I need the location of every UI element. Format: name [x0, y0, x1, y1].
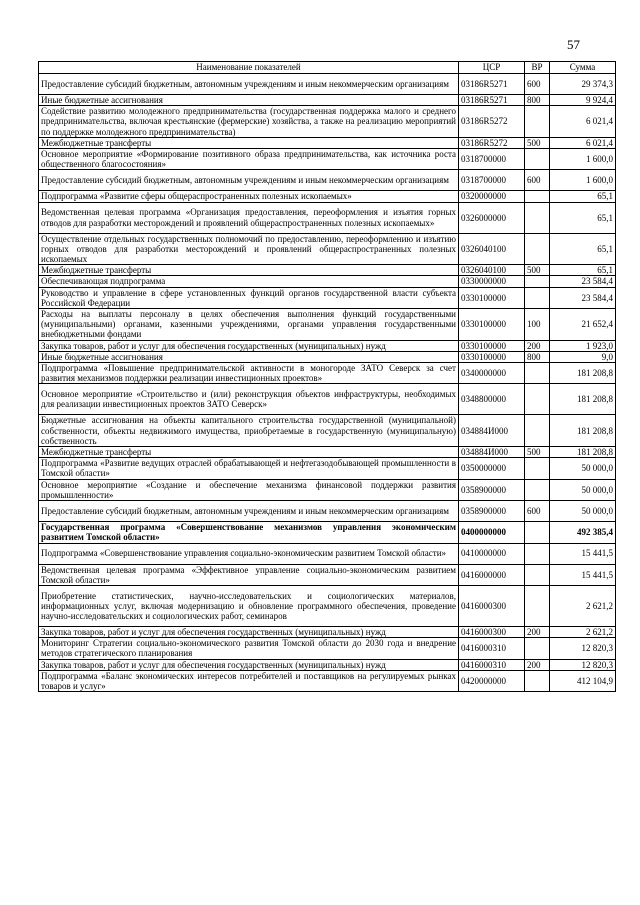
row-sum: 2 621,2 — [550, 585, 616, 626]
row-sum: 492 385,4 — [550, 522, 616, 543]
row-name: Основное мероприятие «Формирование позитивного образа предпринимательства, как источника роста общественного благосостояния» — [39, 149, 459, 170]
row-csr: 03186R5272 — [459, 106, 525, 138]
row-csr: 0348800000 — [459, 384, 525, 415]
table-row — [39, 170, 616, 191]
table-row — [39, 564, 616, 585]
row-sum: 23 584,4 — [550, 287, 616, 308]
row-vr: 800 — [525, 351, 550, 362]
row-vr: 800 — [525, 95, 550, 106]
table-row — [39, 670, 616, 691]
row-vr — [525, 543, 550, 564]
row-vr — [525, 638, 550, 659]
table-row — [39, 501, 616, 522]
table-row — [39, 149, 616, 170]
header-vr: ВР — [525, 62, 550, 74]
row-sum: 21 652,4 — [550, 309, 616, 341]
table-row — [39, 265, 616, 276]
row-vr — [525, 233, 550, 265]
row-sum: 15 441,5 — [550, 543, 616, 564]
row-name: Предоставление субсидий бюджетным, автономным учреждениям и иным некоммерческим организациям — [39, 501, 459, 522]
row-name: Ведомственная целевая программа «Эффективное управление социально-экономическим развитием Томской области» — [39, 564, 459, 585]
table-row — [39, 522, 616, 543]
row-sum: 15 441,5 — [550, 564, 616, 585]
row-csr: 0326040100 — [459, 233, 525, 265]
row-name: Иные бюджетные ассигнования — [39, 351, 459, 362]
budget-table — [38, 61, 616, 692]
row-csr: 0318700000 — [459, 170, 525, 191]
row-vr: 600 — [525, 501, 550, 522]
row-vr: 500 — [525, 137, 550, 148]
page-number: 57 — [567, 37, 580, 52]
row-vr — [525, 585, 550, 626]
table-row — [39, 585, 616, 626]
header-csr: ЦСР — [459, 62, 525, 74]
row-vr — [525, 149, 550, 170]
table-row — [39, 479, 616, 500]
header-sum: Сумма — [550, 62, 616, 74]
row-vr — [525, 670, 550, 691]
row-name: Межбюджетные трансферты — [39, 265, 459, 276]
table-row — [39, 626, 616, 637]
row-sum: 50 000,0 — [550, 458, 616, 479]
row-name: Предоставление субсидий бюджетным, автономным учреждениям и иным некоммерческим организациям — [39, 74, 459, 95]
row-name: Ведомственная целевая программа «Организация предоставления, переоформления и изъятия горных отводов для разработки месторождений и проявлений общераспространенных полезных ископаемых» — [39, 202, 459, 233]
row-sum: 29 374,3 — [550, 74, 616, 95]
row-csr: 0340000000 — [459, 363, 525, 384]
row-sum: 50 000,0 — [550, 479, 616, 500]
row-vr — [525, 564, 550, 585]
row-name: Государственная программа «Совершенствование механизмов управления экономическим развитием Томской области» — [39, 522, 459, 543]
row-vr: 200 — [525, 659, 550, 670]
row-csr: 0410000000 — [459, 543, 525, 564]
row-sum: 23 584,4 — [550, 276, 616, 287]
row-name: Закупка товаров, работ и услуг для обеспечения государственных (муниципальных) нужд — [39, 340, 459, 351]
row-name: Межбюджетные трансферты — [39, 137, 459, 148]
row-name: Бюджетные ассигнования на объекты капитального строительства государственной (муниципальной) собственности, объекты недвижимого имущества, приобретаемые в государственную (муниципальную) собственность — [39, 415, 459, 447]
row-vr: 600 — [525, 74, 550, 95]
row-vr — [525, 522, 550, 543]
row-vr — [525, 479, 550, 500]
row-csr: 0416000300 — [459, 585, 525, 626]
header-name: Наименование показателей — [39, 62, 459, 74]
row-vr — [525, 363, 550, 384]
row-csr: 0350000000 — [459, 458, 525, 479]
table-header-row — [39, 62, 616, 74]
row-name: Расходы на выплаты персоналу в целях обеспечения выполнения функций государственными (муниципальными) органами, казенными учреждениями, органами управления государственными внебюджетными фондами — [39, 309, 459, 341]
row-sum: 12 820,3 — [550, 659, 616, 670]
row-name: Межбюджетные трансферты — [39, 447, 459, 458]
row-sum: 50 000,0 — [550, 501, 616, 522]
row-csr: 0330100000 — [459, 309, 525, 341]
row-csr: 034884И000 — [459, 415, 525, 447]
row-name: Основное мероприятие «Строительство и (или) реконструкция объектов инфраструктуры, необходимых для реализации инвестиционных проектов ЗАТО Северск» — [39, 384, 459, 415]
table-row — [39, 659, 616, 670]
row-sum: 1 923,0 — [550, 340, 616, 351]
row-vr — [525, 202, 550, 233]
row-csr: 03186R5271 — [459, 74, 525, 95]
row-name: Закупка товаров, работ и услуг для обеспечения государственных (муниципальных) нужд — [39, 659, 459, 670]
row-csr: 03186R5271 — [459, 95, 525, 106]
table-row — [39, 106, 616, 138]
row-name: Подпрограмма «Развитие ведущих отраслей обрабатывающей и нефтегазодобывающей промышленности в Томской области» — [39, 458, 459, 479]
table-row — [39, 95, 616, 106]
table-row — [39, 233, 616, 265]
table-row — [39, 74, 616, 95]
table-row — [39, 340, 616, 351]
row-name: Содействие развитию молодежного предпринимательства (государственная поддержка малого и среднего предпринимательства, включая крестьянские (фермерские) хозяйства, а также на реализацию мероприятий по поддержке молодежного предпринимательства) — [39, 106, 459, 138]
table-row — [39, 458, 616, 479]
row-sum: 1 600,0 — [550, 170, 616, 191]
table-row — [39, 276, 616, 287]
row-sum: 181 208,8 — [550, 415, 616, 447]
row-csr: 0416000310 — [459, 638, 525, 659]
row-name: Осуществление отдельных государственных полномочий по предоставлению, переоформлению и изъятию горных отводов для разработки месторождений и проявлений общераспространенных полезных ископаемых — [39, 233, 459, 265]
table-row — [39, 543, 616, 564]
row-name: Руководство и управление в сфере установленных функций органов государственной власти субъекта Российской Федерации — [39, 287, 459, 308]
table-row — [39, 137, 616, 148]
table-row — [39, 363, 616, 384]
table-row — [39, 287, 616, 308]
row-csr: 0420000000 — [459, 670, 525, 691]
row-csr: 0400000000 — [459, 522, 525, 543]
row-name: Подпрограмма «Развитие сферы общераспространенных полезных ископаемых» — [39, 191, 459, 202]
row-vr: 500 — [525, 447, 550, 458]
row-sum: 12 820,3 — [550, 638, 616, 659]
row-vr — [525, 415, 550, 447]
row-name: Иные бюджетные ассигнования — [39, 95, 459, 106]
row-name: Мониторинг Стратегии социально-экономического развития Томской области до 2030 года и внедрение методов стратегического планирования — [39, 638, 459, 659]
row-csr: 0416000310 — [459, 659, 525, 670]
row-sum: 6 021,4 — [550, 106, 616, 138]
row-csr: 0326040100 — [459, 265, 525, 276]
table-row — [39, 191, 616, 202]
row-csr: 0358900000 — [459, 479, 525, 500]
table-row — [39, 202, 616, 233]
row-csr: 0320000000 — [459, 191, 525, 202]
row-sum: 181 208,8 — [550, 447, 616, 458]
row-sum: 181 208,8 — [550, 363, 616, 384]
row-name: Предоставление субсидий бюджетным, автономным учреждениям и иным некоммерческим организациям — [39, 170, 459, 191]
row-csr: 0416000000 — [459, 564, 525, 585]
row-csr: 0330000000 — [459, 276, 525, 287]
row-name: Обеспечивающая подпрограмма — [39, 276, 459, 287]
row-name: Подпрограмма «Баланс экономических интересов потребителей и поставщиков на регулируемых рынках товаров и услуг» — [39, 670, 459, 691]
row-vr: 100 — [525, 309, 550, 341]
row-sum: 65,1 — [550, 265, 616, 276]
row-vr: 200 — [525, 340, 550, 351]
row-vr — [525, 384, 550, 415]
table-row — [39, 384, 616, 415]
row-sum: 65,1 — [550, 191, 616, 202]
row-sum: 1 600,0 — [550, 149, 616, 170]
row-vr — [525, 106, 550, 138]
row-csr: 0330100000 — [459, 340, 525, 351]
row-name: Основное мероприятие «Создание и обеспечение механизма финансовой поддержки развития промышленности» — [39, 479, 459, 500]
row-vr — [525, 276, 550, 287]
row-csr: 03186R5272 — [459, 137, 525, 148]
table-row — [39, 638, 616, 659]
row-sum: 412 104,9 — [550, 670, 616, 691]
table-row — [39, 309, 616, 341]
table-row — [39, 447, 616, 458]
row-sum: 6 021,4 — [550, 137, 616, 148]
row-vr: 600 — [525, 170, 550, 191]
row-csr: 0330100000 — [459, 287, 525, 308]
row-sum: 9,0 — [550, 351, 616, 362]
row-csr: 0330100000 — [459, 351, 525, 362]
row-csr: 0326000000 — [459, 202, 525, 233]
row-sum: 2 621,2 — [550, 626, 616, 637]
row-csr: 0416000300 — [459, 626, 525, 637]
row-vr — [525, 458, 550, 479]
table-row — [39, 351, 616, 362]
row-vr — [525, 287, 550, 308]
table-row — [39, 415, 616, 447]
row-name: Приобретение статистических, научно-исследовательских и социологических материалов, информационных услуг, включая модернизацию и обновление программного обеспечения, проведение научно-исследовательских и социологических работ, семинаров — [39, 585, 459, 626]
row-vr: 200 — [525, 626, 550, 637]
row-name: Подпрограмма «Совершенствование управления социально-экономическим развитием Томской области» — [39, 543, 459, 564]
row-sum: 65,1 — [550, 233, 616, 265]
row-sum: 181 208,8 — [550, 384, 616, 415]
row-csr: 0318700000 — [459, 149, 525, 170]
row-csr: 034884И000 — [459, 447, 525, 458]
row-vr — [525, 191, 550, 202]
row-csr: 0358900000 — [459, 501, 525, 522]
row-sum: 9 924,4 — [550, 95, 616, 106]
row-sum: 65,1 — [550, 202, 616, 233]
row-vr: 500 — [525, 265, 550, 276]
row-name: Подпрограмма «Повышение предпринимательской активности в моногороде ЗАТО Северск за счет развития механизмов поддержки реализации инвестиционных проектов» — [39, 363, 459, 384]
row-name: Закупка товаров, работ и услуг для обеспечения государственных (муниципальных) нужд — [39, 626, 459, 637]
